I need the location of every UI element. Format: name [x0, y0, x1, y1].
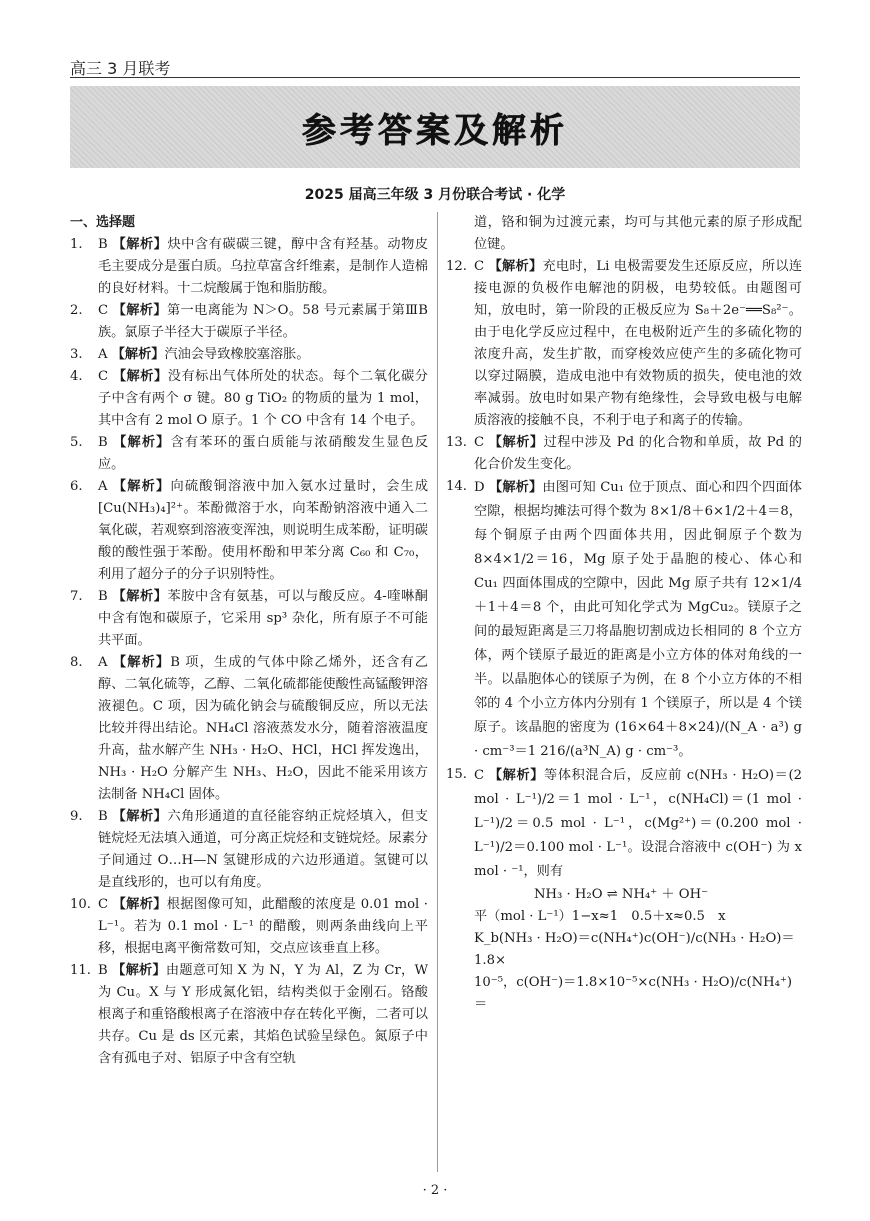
answer-letter: B [98, 589, 108, 604]
question-number: 13. [446, 435, 467, 450]
question-2 [70, 300, 428, 344]
question-number: 5. [70, 435, 83, 450]
analysis-text: 汽油会导致橡胶塞溶胀。 [164, 347, 310, 362]
answer-letter: C [98, 369, 109, 384]
question-6 [70, 476, 428, 586]
question-number: 6. [70, 479, 83, 494]
question-number: 4. [70, 369, 83, 384]
analysis-text: 由题意可知 X 为 N，Y 为 Al，Z 为 Cr，W 为 Cu。X 与 Y 形成氮化铝，结构类似于金刚石。铬酸根离子和重铬酸根离子在溶液中存在转化平衡，二者可以共存。Cu 是 ds 区元素，其焰色试验呈绿色。氮原子中含有孤电子对、铝原子中含有空轨 [98, 963, 428, 1066]
question-number: 15. [446, 767, 467, 782]
analysis-text: 充电时，Li 电极需要发生还原反应，所以连接电源的负极作电解池的阴极，电势较低。由题图可知，放电时，第一阶段的正极反应为 S₈＋2e⁻══S₈²⁻。由于电化学反应过程中，在电极附近产生的多硫化物的浓度升高，发生扩散，而穿梭效应使产生的多硫化物可以穿过隔膜，造成电池中有效物质的损失，使电池的效率减弱。放电时如果产物有绝缘性，会导致电极与电解质溶液的接触不良，不利于电子和离子的传输。 [474, 259, 803, 428]
question-1 [70, 234, 428, 300]
question-8 [70, 652, 428, 806]
kb-expression: K_b(NH₃ · H₂O)＝c(NH₄⁺)c(OH⁻)/c(NH₃ · H₂O)＝1.8× [474, 931, 795, 968]
oh-concentration: 10⁻⁵，c(OH⁻)＝1.8×10⁻⁵×c(NH₃ · H₂O)/c(NH₄⁺)＝ [474, 975, 793, 1012]
header-rule [70, 77, 800, 78]
analysis-tag: 【解析】 [111, 347, 165, 362]
column-divider [437, 212, 438, 1172]
analysis-text: 向硫酸铜溶液中加入氨水过量时，会生成[Cu(NH₃)₄]²⁺。苯酚微溶于水，向苯酚钠溶液中通入二氧化碳，若观察到溶液变浑浊，则说明生成苯酚，证明碳酸的酸性强于苯酚。使用杯酚和甲苯分离 C₆₀ 和 C₇₀，利用了超分子的分子识别特性。 [98, 479, 429, 582]
question-number: 14. [446, 479, 467, 494]
analysis-tag: 【解析】 [112, 897, 167, 912]
answer-letter: B [98, 809, 108, 824]
question-number: 2. [70, 303, 83, 318]
analysis-tag: 【解析】 [112, 479, 171, 494]
banner-title: 参考答案及解析 [302, 110, 568, 151]
analysis-tag: 【解析】 [488, 259, 543, 274]
answer-letter: B [98, 237, 108, 252]
answer-letter: A [98, 347, 108, 362]
analysis-text: 等体积混合后，反应前 c(NH₃ · H₂O)＝(2 mol · L⁻¹)/2＝1 mol · L⁻¹，c(NH₄Cl)＝(1 mol · L⁻¹)/2＝0.5 mol · L⁻¹，c(Mg²⁺)＝(0.200 mol · L⁻¹)/2＝0.100 mol · L⁻¹。设混合溶液中 c(OH⁻) 为 x mol · ⁻¹，则有 [474, 768, 802, 879]
analysis-text: 苯胺中含有氨基，可以与酸反应。4-喹啉酮中含有饱和碳原子，它采用 sp³ 杂化，所有原子不可能共平面。 [98, 589, 428, 648]
analysis-tag: 【解析】 [113, 435, 171, 450]
analysis-tag: 【解析】 [112, 809, 168, 824]
answer-letter: A [98, 655, 108, 670]
question-15 [446, 764, 802, 884]
answer-letter: C [474, 259, 485, 274]
question-number: 10. [70, 897, 91, 912]
question-14 [446, 476, 802, 764]
right-column [446, 212, 802, 1016]
equilibrium-row: 平（mol · L⁻¹）1−x≈1 0.5＋x≈0.5 x [474, 909, 726, 924]
equilibrium-equation: NH₃ · H₂O ⇌ NH₄⁺ ＋ OH⁻ [534, 887, 709, 902]
question-10 [70, 894, 428, 960]
analysis-tag: 【解析】 [488, 480, 543, 495]
analysis-tag: 【解析】 [112, 237, 168, 252]
answer-letter: C [474, 435, 485, 450]
analysis-text: 炔中含有碳碳三键，醇中含有羟基。动物皮毛主要成分是蛋白质。乌拉草富含纤维素，是制作人造棉的良好材料。十二烷酸属于饱和脂肪酸。 [98, 237, 429, 296]
analysis-tag: 【解析】 [112, 589, 168, 604]
analysis-tag: 【解析】 [488, 768, 545, 783]
question-number: 8. [70, 655, 83, 670]
answer-letter: C [98, 897, 109, 912]
analysis-tag: 【解析】 [488, 435, 544, 450]
analysis-text: B 项，生成的气体中除乙烯外，还含有乙醇、二氧化硫等，乙醇、二氧化硫都能使酸性高锰酸钾溶液褪色。C 项，因为硫化钠会与硫酸铜反应，所以无法比较并得出结论。NH₄Cl 溶液蒸发水分，随着溶液温度升高，盐水解产生 NH₃ · H₂O、HCl，HCl 挥发逸出，NH₃ · H₂O 分解产生 NH₃、H₂O，因此不能采用该方法制备 NH₄Cl 固体。 [98, 655, 428, 802]
analysis-tag: 【解析】 [112, 303, 167, 318]
question-12 [446, 256, 802, 432]
answer-letter: B [98, 435, 108, 450]
question-number: 9. [70, 809, 83, 824]
question-number: 12. [446, 259, 467, 274]
question-9 [70, 806, 428, 894]
section-title: 一、选择题 [70, 215, 136, 230]
analysis-text: 第一电离能为 N＞O。58 号元素属于第ⅢB族。氯原子半径大于碳原子半径。 [98, 303, 428, 340]
analysis-tag: 【解析】 [112, 369, 168, 384]
question-11 [70, 960, 428, 1070]
analysis-text: 过程中涉及 Pd 的化合物和单质，故 Pd 的化合价发生变化。 [474, 435, 802, 472]
page-number: · 2 · [422, 1183, 448, 1198]
answer-letter: B [98, 963, 108, 978]
question-4 [70, 366, 428, 432]
analysis-tag: 【解析】 [112, 655, 171, 670]
question-11-continued: 道，铬和铜为过渡元素，均可与其他元素的原子形成配位键。 [474, 215, 802, 252]
analysis-text: 含有苯环的蛋白质能与浓硝酸发生显色反应。 [98, 435, 429, 472]
left-column [70, 212, 428, 1070]
question-7 [70, 586, 428, 652]
analysis-text: 六角形通道的直径能容纳正烷烃填入，但支链烷烃无法填入通道，可分离正烷烃和支链烷烃。尿素分子间通过 O…H—N 氢键形成的六边形通道。氢键可以是直线形的，也可以有角度。 [98, 809, 429, 890]
answer-letter: C [98, 303, 109, 318]
question-5 [70, 432, 428, 476]
analysis-tag: 【解析】 [112, 963, 166, 978]
analysis-text: 由图可知 Cu₁ 位于顶点、面心和四个四面体空隙，根据均摊法可得个数为 8×1/8＋6×1/2＋4＝8，每个铜原子由两个四面体共用，因此铜原子个数为 8×4×1/2＝16，Mg 原子处于晶胞的棱心、体心和 Cu₁ 四面体围成的空隙中，因此 Mg 原子共有 12×1/4＋1＋4＝8 个，由此可知化学式为 MgCu₂。镁原子之间的最短距离是三刀将晶胞切割成边长相同的 8 个立方体，两个镁原子最近的距离是小立方体的体对角线的一半。以晶胞体心的镁原子为例，在 8 个小立方体的不相邻的 4 个小立方体内分别有 1 个镁原子，所以是 4 个镁原子。该晶胞的密度为 (16×64＋8×24)/(N_A · a³) g · cm⁻³＝1 216/(a³N_A) g · cm⁻³。 [474, 480, 802, 759]
question-13 [446, 432, 802, 476]
answer-letter: D [474, 480, 485, 495]
header-tag: 高三 3 月联考 [70, 59, 171, 78]
question-number: 7. [70, 589, 83, 604]
answer-letter: C [474, 768, 485, 783]
analysis-text: 没有标出气体所处的状态。每个二氧化碳分子中含有两个 σ 键。80 g TiO₂ 的物质的量为 1 mol，其中含有 2 mol O 原子。1 个 CO 中含有 14 个电子。 [98, 369, 428, 428]
question-number: 1. [70, 237, 83, 252]
title-banner [70, 86, 800, 168]
analysis-text: 根据图像可知，此醋酸的浓度是 0.01 mol · L⁻¹。若为 0.1 mol · L⁻¹ 的醋酸，则两条曲线向上平移，根据电离平衡常数可知，交点应该垂直上移。 [98, 897, 429, 956]
question-3 [70, 344, 428, 366]
exam-subtitle: 2025 届高三年级 3 月份联合考试 · 化学 [304, 187, 566, 203]
answer-letter: A [98, 479, 108, 494]
question-number: 3. [70, 347, 83, 362]
question-number: 11. [70, 963, 91, 978]
